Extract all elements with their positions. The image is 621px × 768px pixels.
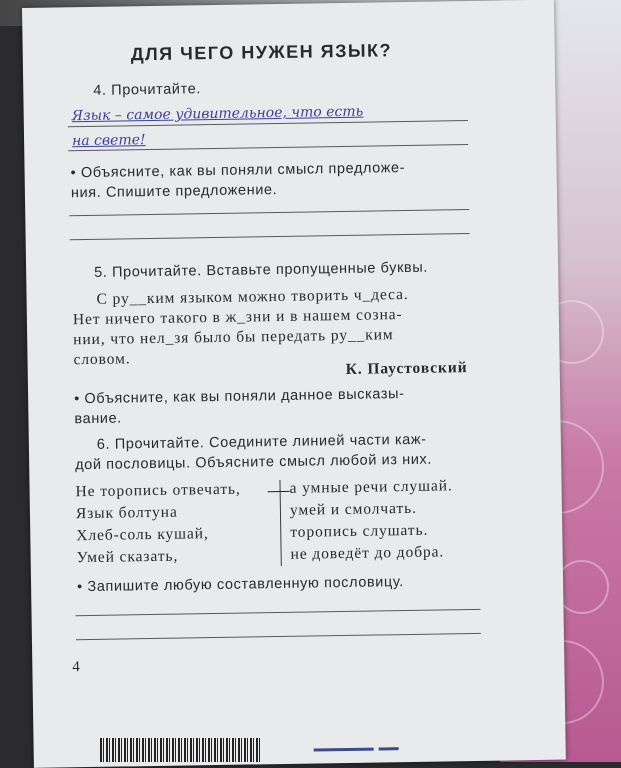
answer-line bbox=[69, 209, 469, 216]
ex5-text-line1: С ру__ким языком можно творить ч_деса. bbox=[96, 285, 409, 308]
ex4-handwriting-line2: на свете! bbox=[71, 132, 146, 150]
ex4-task-line2: ния. Спишите предложение. bbox=[70, 182, 278, 202]
proverb-right-part: умей и смолчать. bbox=[289, 499, 417, 519]
proverb-right-part: торопись слушать. bbox=[290, 521, 429, 541]
ex5-task-line2: вание. bbox=[74, 410, 122, 428]
proverb-divider bbox=[279, 480, 281, 566]
proverb-left-part: Язык болтуна bbox=[75, 503, 178, 523]
ex6-task: • Запишите любую составленную пословицу. bbox=[76, 574, 404, 596]
ex5-author: К. Паустовский bbox=[345, 359, 468, 378]
proverb-left-part: Умей сказать, bbox=[76, 547, 179, 567]
answer-line bbox=[76, 633, 481, 640]
page-number: 4 bbox=[72, 659, 81, 676]
ex5-text-line2: Нет ничего такого в ж_зни и в нашем созна- bbox=[72, 306, 403, 329]
ex5-text-line4: словом. bbox=[73, 350, 131, 369]
answer-line bbox=[76, 609, 481, 616]
page-title: ДЛЯ ЧЕГО НУЖЕН ЯЗЫК? bbox=[130, 40, 393, 65]
proverb-right-part: не доведёт до добра. bbox=[290, 543, 445, 563]
ex6-instruction-line1: 6. Прочитайте. Соедините линией части каж- bbox=[96, 431, 427, 453]
ex4-handwriting-line1: Язык – самое удивительное, что есть bbox=[71, 103, 364, 125]
decorative-stripe bbox=[314, 748, 374, 752]
answer-line bbox=[70, 233, 470, 240]
proverb-left-part: Хлеб-соль кушай, bbox=[76, 525, 209, 545]
proverb-left-part: Не торопись отвечать, bbox=[75, 480, 241, 501]
proverb-right-part: а умные речи слушай. bbox=[289, 477, 453, 497]
proverb-connection-line bbox=[268, 491, 290, 492]
workbook-page bbox=[22, 0, 566, 768]
barcode bbox=[100, 738, 260, 762]
decorative-stripe bbox=[379, 747, 399, 750]
ex4-task-line1: • Объясните, как вы поняли смысл предложе- bbox=[70, 160, 406, 182]
ex5-text-line3: нии, что нел_зя было бы передать ру__ким bbox=[73, 326, 394, 349]
ex5-task-line1: • Объясните, как вы поняли данное высказы- bbox=[74, 386, 405, 408]
ex4-instruction: 4. Прочитайте. bbox=[93, 81, 202, 99]
ex5-instruction: 5. Прочитайте. Вставьте пропущенные буквы. bbox=[94, 259, 429, 281]
ex6-instruction-line2: дой пословицы. Объясните смысл любой из них. bbox=[75, 451, 433, 474]
